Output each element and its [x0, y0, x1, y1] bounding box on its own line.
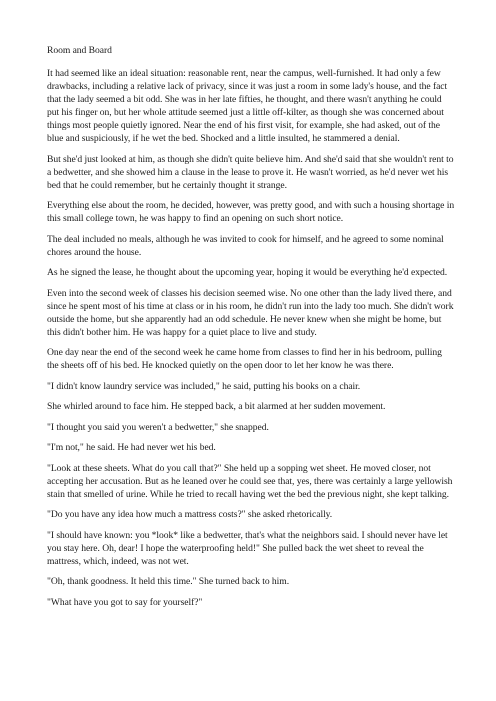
paragraph: Even into the second week of classes his decision seemed wise. No one other than the lady lived there, and since he spent most of his time at class or in his room, he didn't run into the lady too much. She didn't work outside the home, but she apparently had an odd schedule. He never knew when she might be home, but this didn't bother him. He was happy for a quiet place to live and study.: [47, 287, 454, 338]
paragraph: The deal included no meals, although he was invited to cook for himself, and he agreed to some nominal chores around the house.: [47, 233, 444, 258]
paragraph: "Look at these sheets. What do you call that?" She held up a sopping wet sheet. He moved closer, not accepting her accusation. But as he leaned over he could see that, yes, there was certainly a large yellowish stain that smelled of urine. While he tried to recall having wet the bed the previous night, she kept talking.: [47, 462, 453, 500]
paragraph: Everything else about the room, he decided, however, was pretty good, and with such a housing shortage in this small college town, he was happy to find an opening on such short notice.: [47, 200, 455, 224]
paragraph: "I'm not," he said. He had never wet his bed.: [47, 442, 216, 453]
paragraph: It had seemed like an ideal situation: reasonable rent, near the campus, well-furnished. It had only a few drawbacks, including a relative lack of privacy, since it was just a room in some lady's house, and the fact that the lady seemed a bit odd. She was in her late fifties, he thought, and there wasn't anything he could put his finger on, but her whole attitude seemed just a little off-kilter, as though she was concerned about things most people quietly ignored. Near the end of his first visit, for example, she had asked, out of the blue and suspiciously, if he wet the bed. Shocked and a little insulted, he stammered a denial.: [47, 68, 448, 144]
paragraph: "Oh, thank goodness. It held this time." She turned back to him.: [47, 576, 290, 587]
paragraph: "What have you got to say for yourself?": [47, 596, 203, 608]
paragraph: But she'd just looked at him, as though she didn't quite believe him. And she'd said that she wouldn't rent to a bedwetter, and she showed him a clause in the lease to prove it. He wasn't worried, as he'd never wet his bed that he could remember, but he certainly thought it strange.: [47, 153, 454, 191]
paragraph: She whirled around to face him. He stepped back, a bit alarmed at her sudden movement.: [47, 401, 386, 412]
paragraph: "Do you have any idea how much a mattress costs?" she asked rhetorically.: [47, 509, 333, 520]
paragraph: "I should have known: you *look* like a bedwetter, that's what the neighbors said. I should never have let you stay here. Oh, dear! I hope the waterproofing held!" She pulled back the wet sheet to reveal the mattress, which, indeed, was not wet.: [47, 529, 448, 567]
paragraph: One day near the end of the second week he came home from classes to find her in his bedroom, pulling the sheets off of his bed. He knocked quietly on the open door to let her know he was there.: [47, 347, 442, 371]
paragraph: "I thought you said you weren't a bedwetter," she snapped.: [47, 421, 269, 433]
paragraph: "I didn't know laundry service was included," he said, putting his books on a chair.: [47, 380, 361, 392]
paragraph: As he signed the lease, he thought about the upcoming year, hoping it would be everything he'd expected.: [47, 267, 448, 278]
document-title: Room and Board: [47, 45, 112, 56]
document-page: [47, 44, 455, 616]
